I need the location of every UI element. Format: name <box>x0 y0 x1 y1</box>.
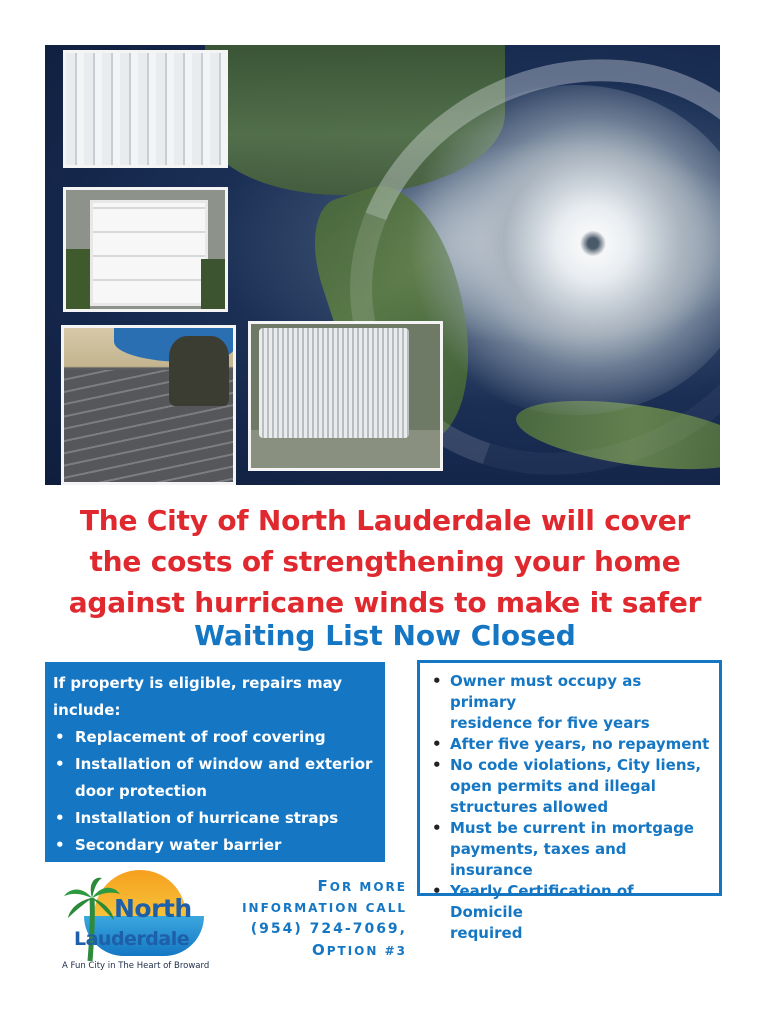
garage-door <box>90 200 208 306</box>
repairs-list-item <box>53 724 375 751</box>
contact-text: OR MORE <box>329 880 407 894</box>
bullet-icon: • <box>432 819 442 837</box>
garage-plant <box>66 249 90 309</box>
eligibility-item-text: payments, taxes and insurance <box>450 840 627 879</box>
eligibility-item-text: residence for five years <box>450 714 650 732</box>
repairs-intro-line: If property is eligible, repairs may <box>53 674 343 692</box>
repairs-item-text: Replacement of roof covering <box>75 728 326 746</box>
logo-lauderdale-text: Lauderdale <box>74 928 190 950</box>
eligibility-item-text: No code violations, City liens, <box>450 756 702 774</box>
eligibility-item-text: required <box>450 924 523 942</box>
repairs-list-item <box>53 805 375 832</box>
bullet-icon: • <box>432 735 442 753</box>
headline-line: The City of North Lauderdale will cover <box>79 504 691 537</box>
repairs-list <box>53 724 375 859</box>
repairs-item-text: Installation of hurricane straps <box>75 809 339 827</box>
bullet-icon: • <box>55 809 65 827</box>
repairs-list-item <box>53 832 375 859</box>
logo-north-text: North <box>114 894 192 923</box>
roof-worker <box>169 336 229 406</box>
bullet-icon: • <box>55 755 65 773</box>
garage-plant <box>201 259 225 309</box>
eligibility-item-text: structures allowed <box>450 798 609 816</box>
photo-roof-repair <box>61 325 236 485</box>
eligibility-list <box>428 671 711 944</box>
ac-unit <box>259 328 409 438</box>
repairs-item-text: Secondary water barrier <box>75 836 282 854</box>
bullet-icon: • <box>55 836 65 854</box>
contact-line <box>222 876 407 898</box>
contact-cap: O <box>311 941 327 959</box>
eligibility-list-item <box>428 818 711 881</box>
repairs-item-text: door protection <box>75 782 207 800</box>
eligibility-item-text: Owner must occupy as primary <box>450 672 642 711</box>
photo-hurricane-shutters <box>63 50 228 168</box>
headline-line: against hurricane winds to make it safer <box>68 586 702 619</box>
eligibility-list-item <box>428 881 711 944</box>
eligibility-item-text: After five years, no repayment <box>450 735 710 753</box>
eligibility-item-text: Must be current in mortgage <box>450 819 694 837</box>
bullet-icon: • <box>432 882 442 900</box>
eligibility-list-item <box>428 671 711 734</box>
headline-line: the costs of strengthening your home <box>89 545 681 578</box>
logo-tagline: A Fun City in The Heart of Broward <box>62 961 210 971</box>
waiting-list-status: Waiting List Now Closed <box>194 619 576 652</box>
eligibility-item-text: open permits and illegal <box>450 777 656 795</box>
headline <box>20 500 750 623</box>
eligibility-list-item <box>428 755 711 818</box>
contact-line <box>222 940 407 962</box>
repairs-item-text: Installation of window and exterior <box>75 755 373 773</box>
bullet-icon: • <box>432 756 442 774</box>
photo-ac-unit-straps <box>248 321 443 471</box>
contact-text: PTION #3 <box>326 944 407 958</box>
north-lauderdale-logo <box>62 866 212 976</box>
repairs-box <box>45 662 385 862</box>
contact-cap: F <box>317 877 330 895</box>
eligibility-item-text: Yearly Certification of Domicile <box>450 882 634 921</box>
contact-info <box>222 876 407 962</box>
photo-garage-door <box>63 187 228 312</box>
repairs-intro-line: include: <box>53 701 121 719</box>
contact-line: INFORMATION CALL <box>242 901 407 915</box>
bullet-icon: • <box>432 672 442 690</box>
eligibility-box <box>417 660 722 942</box>
contact-phone: (954) 724-7069, <box>250 921 407 937</box>
hero-image <box>45 45 720 485</box>
bullet-icon: • <box>55 728 65 746</box>
repairs-intro <box>53 670 375 724</box>
repairs-list-item <box>53 751 375 805</box>
eligibility-list-item <box>428 734 711 755</box>
